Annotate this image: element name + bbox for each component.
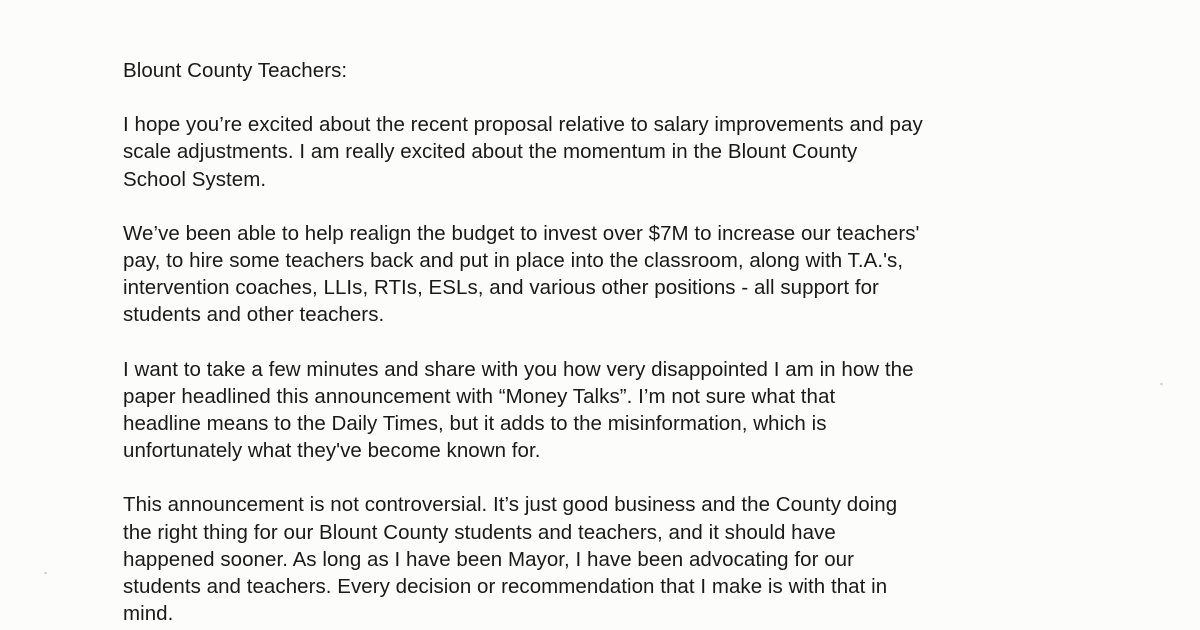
paragraph-line: unfortunately what they've become known for. [123,439,541,463]
paragraph-line: intervention coaches, LLIs, RTIs, ESLs, and various other positions - all support for [123,276,879,300]
paragraph-line: scale adjustments. I am really excited about the momentum in the Blount County [123,140,858,164]
paragraph-line: School System. [123,167,267,191]
paragraph-line: students and teachers. Every decision or recommendation that I make is with that in [123,575,888,599]
paragraph-line: students and other teachers. [123,303,385,327]
paragraph-not-controversial [123,491,1123,627]
paragraph-budget [123,220,1123,329]
paragraph-line: We’ve been able to help realign the budget to invest over $7M to increase our teachers' [123,221,920,245]
paragraph-line: the right thing for our Blount County students and teachers, and it should have [123,520,836,544]
scan-speck [1160,383,1163,385]
paragraph-line: happened sooner. As long as I have been Mayor, I have been advocating for our [123,547,854,571]
scan-speck [44,572,47,574]
letter-greeting: Blount County Teachers: [123,59,348,82]
paragraph-line: I hope you’re excited about the recent proposal relative to salary improvements and pay [123,113,923,137]
paragraph-line: headline means to the Daily Times, but it adds to the misinformation, which is [123,412,827,436]
letter-body [123,57,1123,630]
paragraph-line: paper headlined this announcement with “Money Talks”. I’m not sure what that [123,384,836,408]
paragraph-line: mind. [123,602,174,626]
paragraph-headline-response [123,356,1123,465]
paragraph-salary-proposal [123,111,1123,193]
paragraph-line: I want to take a few minutes and share with you how very disappointed I am in how the [123,357,914,381]
paragraph-line: pay, to hire some teachers back and put in place into the classroom, along with T.A.'s, [123,249,904,273]
paragraph-line: This announcement is not controversial. It’s just good business and the County doing [123,493,898,517]
